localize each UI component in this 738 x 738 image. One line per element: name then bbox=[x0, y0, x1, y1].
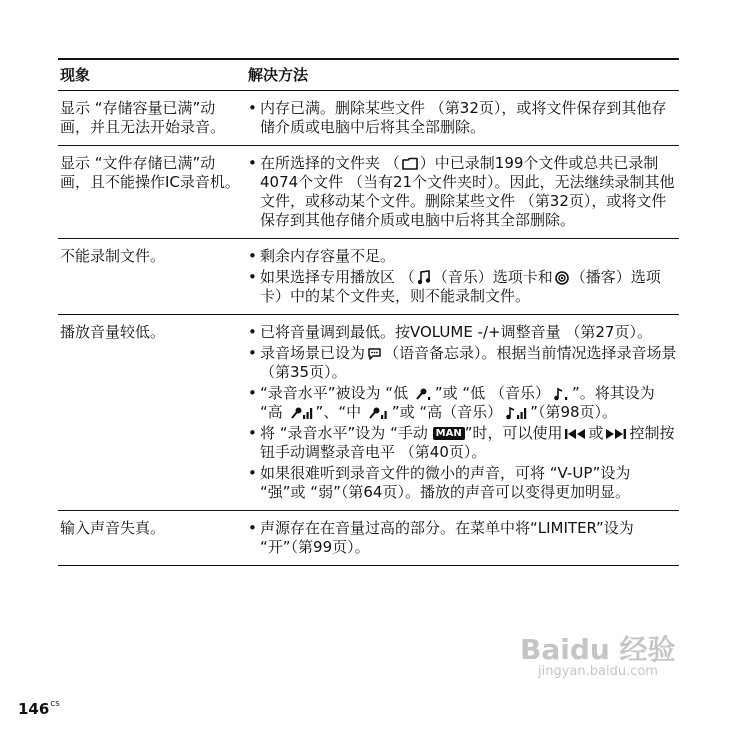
solution-text: ”。将其设为 “高 bbox=[260, 384, 655, 421]
solution-item bbox=[248, 424, 677, 462]
solution-item: • 如果很难听到录音文件的微小的声音，可将 “V-UP”设为 “强”或 “弱”（第64页）。播放的声音可以变得更加明显。 bbox=[248, 464, 677, 502]
solution-item: • 内存已满。删除某些文件 （第32页），或将文件保存到其他存储介质或电脑中后将其全部删除。 bbox=[248, 99, 677, 137]
table-row bbox=[58, 146, 679, 239]
header-solution: 解决方法 bbox=[246, 59, 679, 91]
solution-item: • 声源存在在音量过高的部分。在菜单中将“LIMITER”设为 “开”（第99页）。 bbox=[248, 519, 677, 557]
symptom-cell: 不能录制文件。 bbox=[58, 239, 246, 315]
podcast-icon bbox=[555, 271, 569, 285]
solution-text: “录音水平”被设为 “低 bbox=[260, 384, 413, 402]
page-number-value: 146 bbox=[18, 700, 50, 718]
solution-item bbox=[248, 344, 677, 382]
mic-mid-icon bbox=[368, 406, 390, 420]
page-number bbox=[18, 700, 60, 718]
solution-item bbox=[248, 154, 677, 230]
solution-cell bbox=[246, 315, 679, 511]
solution-item: • 剩余内存容量不足。 bbox=[248, 247, 677, 266]
solution-text: （播客）选项卡）中的某个文件夹，则不能录制文件。 bbox=[260, 268, 661, 305]
solution-text: 将 “录音水平”设为 “手动 bbox=[260, 424, 433, 442]
solution-cell bbox=[246, 91, 679, 146]
solution-text: ”、“中 bbox=[315, 403, 366, 421]
table-row bbox=[58, 315, 679, 511]
solution-text: ”或 “低 （音乐） bbox=[434, 384, 550, 402]
solution-text: ”或 “高（音乐） bbox=[391, 403, 503, 421]
solution-cell bbox=[246, 146, 679, 239]
man-badge: MAN bbox=[433, 427, 465, 440]
symptom-cell: 播放音量较低。 bbox=[58, 315, 246, 511]
music-note-icon bbox=[417, 270, 431, 285]
header-symptom: 现象 bbox=[58, 59, 246, 91]
solution-text: 在所选择的文件夹 （ bbox=[260, 154, 400, 172]
music-low-icon bbox=[552, 387, 570, 401]
mic-high-icon bbox=[290, 406, 314, 420]
symptom-cell: 显示 “文件存储已满”动画，且不能操作IC录音机。 bbox=[58, 146, 246, 239]
page-lang: CS bbox=[50, 700, 60, 708]
solution-text: ）中已录制199个文件或总共已录制4074个文件 （当有21个文件夹时）。因此，无法继续录制其他文件，或移动某个文件。删除某些文件 （第32页），或将文件保存到其他存储介质或电脑中后将其全部删除。 bbox=[260, 154, 675, 229]
skip-back-icon bbox=[564, 428, 586, 440]
voice-memo-icon bbox=[367, 347, 382, 361]
solution-text: （语音备忘录）。根据当前情况选择录音场景 （第35页）。 bbox=[260, 344, 677, 381]
troubleshooting-table bbox=[58, 58, 679, 566]
solution-cell bbox=[246, 239, 679, 315]
watermark bbox=[520, 628, 720, 698]
solution-text: （音乐）选项卡和 bbox=[432, 268, 553, 286]
solution-text: ”（第98页）。 bbox=[530, 403, 618, 421]
solution-item bbox=[248, 384, 677, 422]
solution-text: 录音场景已设为 bbox=[260, 344, 366, 362]
table-row bbox=[58, 91, 679, 146]
table-header-row bbox=[58, 59, 679, 91]
watermark-url: jingyan.baidu.com bbox=[538, 664, 658, 679]
solution-text: 或 bbox=[588, 424, 604, 442]
solution-text: 如果选择专用播放区 （ bbox=[260, 268, 415, 286]
folder-icon bbox=[402, 157, 418, 170]
symptom-cell: 显示 “存储容量已满”动画，并且无法开始录音。 bbox=[58, 91, 246, 146]
table-row bbox=[58, 239, 679, 315]
solution-text: 控制按钮手动调整录音电平 （第40页）。 bbox=[260, 424, 675, 461]
solution-cell bbox=[246, 511, 679, 566]
solution-item: • 已将音量调到最低。按VOLUME -/+调整音量 （第27页）。 bbox=[248, 323, 677, 342]
solution-item bbox=[248, 268, 677, 306]
symptom-cell: 输入声音失真。 bbox=[58, 511, 246, 566]
watermark-logo: Baidu 经验 bbox=[520, 633, 676, 666]
music-high-icon bbox=[504, 406, 528, 420]
table-row bbox=[58, 511, 679, 566]
solution-text: ”时，可以使用 bbox=[464, 424, 563, 442]
mic-low-icon bbox=[415, 387, 433, 401]
skip-forward-icon bbox=[605, 428, 627, 440]
